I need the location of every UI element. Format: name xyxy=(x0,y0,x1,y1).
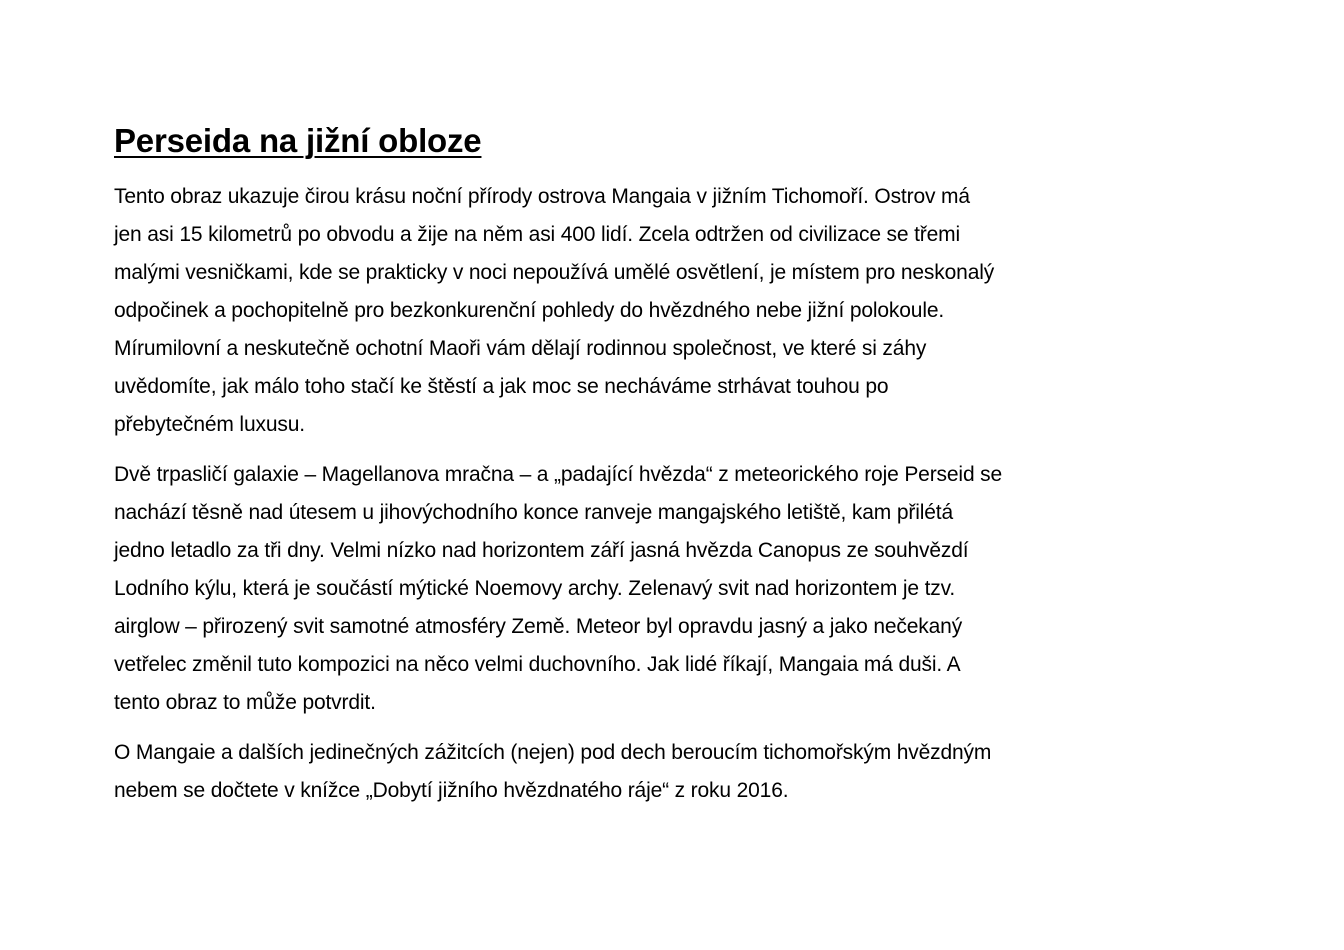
text-line: jedno letadlo za tři dny. Velmi nízko nad horizontem září jasná hvězda Canopus ze souhvězdí xyxy=(114,539,969,562)
text-line: jen asi 15 kilometrů po obvodu a žije na něm asi 400 lidí. Zcela odtržen od civilizace se třemi xyxy=(114,223,961,246)
text-line: vetřelec změnil tuto kompozici na něco velmi duchovního. Jak lidé říkají, Mangaia má duši. A xyxy=(114,653,961,676)
text-line: Lodního kýlu, která je součástí mýtické Noemovy archy. Zelenavý svit nad horizontem je tzv. xyxy=(114,577,956,600)
text-line: tento obraz to může potvrdit. xyxy=(114,691,376,714)
document-title: Perseida na jižní obloze xyxy=(114,122,482,159)
paragraph-3 xyxy=(114,734,1244,810)
paragraph-2 xyxy=(114,456,1244,722)
document-body xyxy=(114,178,1244,810)
text-line: Tento obraz ukazuje čirou krásu noční přírody ostrova Mangaia v jižním Tichomoří. Ostrov má xyxy=(114,185,970,208)
text-line: nebem se dočtete v knížce „Dobytí jižního hvězdnatého ráje“ z roku 2016. xyxy=(114,779,789,802)
text-line: malými vesničkami, kde se prakticky v noci nepoužívá umělé osvětlení, je místem pro neskonalý xyxy=(114,261,995,284)
text-line: nachází těsně nad útesem u jihovýchodního konce ranveje mangajského letiště, kam přilétá xyxy=(114,501,953,524)
text-line: Mírumilovní a neskutečně ochotní Maoři vám dělají rodinnou společnost, ve které si záhy xyxy=(114,337,927,360)
text-line: Dvě trpasličí galaxie – Magellanova mračna – a „padající hvězda“ z meteorického roje Perseid se xyxy=(114,463,1003,486)
text-line: odpočinek a pochopitelně pro bezkonkurenční pohledy do hvězdného nebe jižní polokoule. xyxy=(114,299,945,322)
text-line: airglow – přirozený svit samotné atmosféry Země. Meteor byl opravdu jasný a jako nečekaný xyxy=(114,615,963,638)
document-page xyxy=(114,118,1244,822)
paragraph-1 xyxy=(114,178,1244,444)
text-line: uvědomíte, jak málo toho stačí ke štěstí a jak moc se necháváme strhávat touhou po xyxy=(114,375,889,398)
text-line: přebytečném luxusu. xyxy=(114,413,305,436)
text-line: O Mangaie a dalších jedinečných zážitcích (nejen) pod dech beroucím tichomořským hvězdným xyxy=(114,741,992,764)
